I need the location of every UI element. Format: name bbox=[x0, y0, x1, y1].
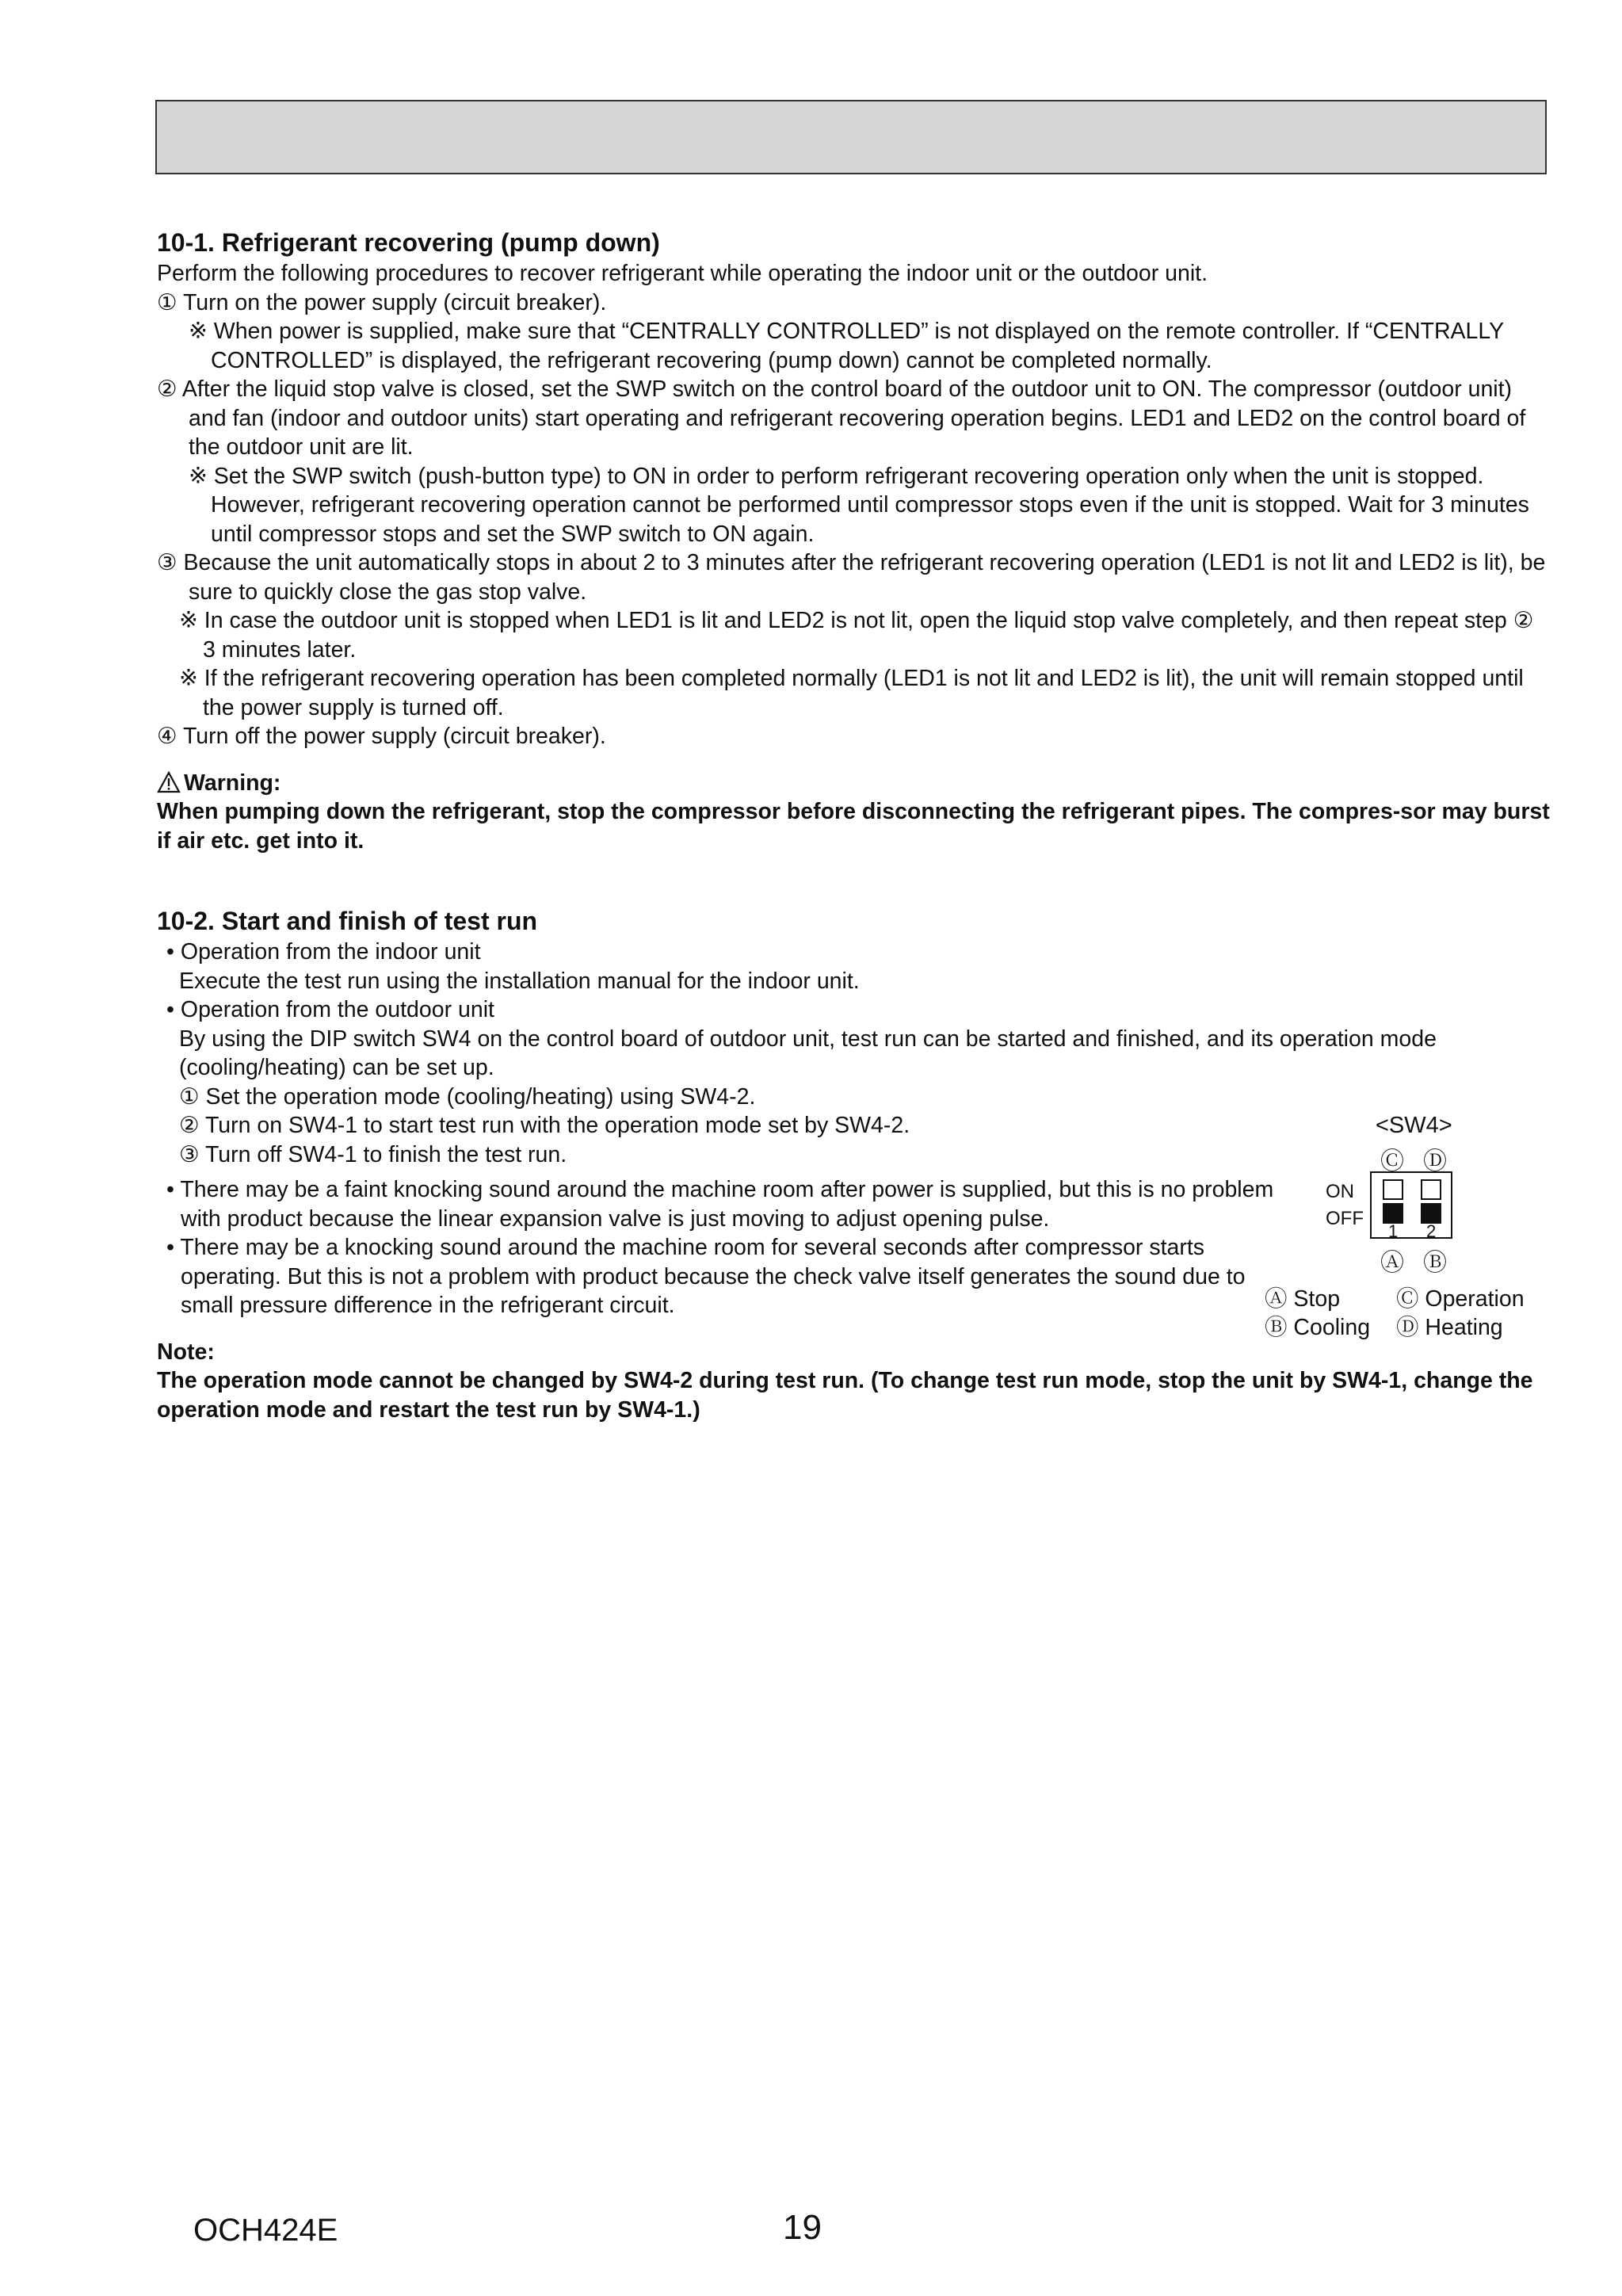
page-content bbox=[157, 226, 1551, 1424]
sw4-number-1: 1 bbox=[1388, 1221, 1399, 1241]
section-title-10-2: 10-2. Start and finish of test run bbox=[157, 907, 538, 935]
bullet-outdoor-text: By using the DIP switch SW4 on the control board of outdoor unit, test run can be started and finished, and its operation mode (cooling/heating) can be set up. bbox=[179, 1026, 1437, 1080]
warning-icon bbox=[157, 771, 181, 793]
warning-text: When pumping down the refrigerant, stop the compressor before disconnecting the refrigerant pipes. The compres-sor may burst if air etc. get into it. bbox=[157, 799, 1550, 854]
sw4-label-b: Ⓑ bbox=[1423, 1250, 1447, 1276]
note-1: ※ When power is supplied, make sure that “CENTRALLY CONTROLLED” is not displayed on the remote controller. If “CENTRALLY CONTROLLED” is displayed, the refrigerant recovering (pump down) cannot be completed normally. bbox=[189, 319, 1504, 373]
test-run-steps bbox=[157, 1083, 1551, 1170]
sw4-1-on-slot bbox=[1383, 1179, 1403, 1200]
bullet-indoor: • Operation from the indoor unit bbox=[166, 939, 481, 965]
sw4-label-d: Ⓓ bbox=[1423, 1148, 1447, 1175]
section-title-10-1: 10-1. Refrigerant recovering (pump down) bbox=[157, 228, 660, 257]
sw4-on-label: ON bbox=[1326, 1181, 1354, 1202]
intro-text: Perform the following procedures to recover refrigerant while operating the indoor unit or the outdoor unit. bbox=[157, 261, 1208, 286]
legend-cooling: Ⓑ Cooling bbox=[1265, 1315, 1371, 1340]
test-step-1: ① Set the operation mode (cooling/heating) using SW4-2. bbox=[179, 1083, 756, 1110]
bullet-knock-1: • There may be a faint knocking sound around the machine room after power is supplied, but this is no problem with product because the linear expansion valve is just moving to adjust opening pulse. bbox=[166, 1177, 1274, 1232]
step-4: ④ Turn off the power supply (circuit breaker). bbox=[157, 724, 606, 749]
note-2: ※ Set the SWP switch (push-button type) to ON in order to perform refrigerant recovering operation only when the unit is stopped. However, refrigerant recovering operation cannot be performed until compressor stops even if the unit is stopped. Wait for 3 minutes until compressor stops and set the SWP switch to ON again. bbox=[189, 463, 1529, 547]
legend-stop: Ⓐ Stop bbox=[1265, 1286, 1341, 1312]
sw4-off-label: OFF bbox=[1326, 1208, 1364, 1229]
legend-operation: Ⓒ Operation bbox=[1396, 1286, 1525, 1312]
bullet-indoor-text: Execute the test run using the installation manual for the indoor unit. bbox=[179, 968, 860, 994]
note-text: The operation mode cannot be changed by SW4-2 during test run. (To change test run mode, stop the unit by SW4-1, change the operation mode and restart the test run by SW4-1.) bbox=[157, 1368, 1533, 1423]
doc-code: OCH424E bbox=[193, 2213, 338, 2248]
sw4-2-on-slot bbox=[1421, 1179, 1441, 1200]
step-1: ① Turn on the power supply (circuit breaker). bbox=[157, 289, 607, 315]
test-step-3: ③ Turn off SW4-1 to finish the test run. bbox=[179, 1141, 567, 1167]
note-3a: ※ In case the outdoor unit is stopped when LED1 is lit and LED2 is not lit, open the liquid stop valve completely, and then repeat step ② 3 minutes later. bbox=[179, 608, 1534, 663]
sw4-label-c: Ⓒ bbox=[1380, 1148, 1404, 1175]
test-step-2: ② Turn on SW4-1 to start test run with the operation mode set by SW4-2. bbox=[179, 1113, 910, 1138]
warning-heading bbox=[157, 769, 1551, 798]
note-label: Note: bbox=[157, 1339, 215, 1365]
step-3: ③ Because the unit automatically stops in about 2 to 3 minutes after the refrigerant recovering operation (LED1 is not lit and LED2 is lit), be sure to quickly close the gas stop valve. bbox=[157, 550, 1546, 605]
bullet-knock-2: • There may be a knocking sound around the machine room for several seconds after compressor starts operating. But this is not a problem with product because the check valve itself generates the sound due to small pressure difference in the refrigerant circuit. bbox=[166, 1235, 1246, 1318]
step-2: ② After the liquid stop valve is closed, set the SWP switch on the control board of the outdoor unit to ON. The compressor (outdoor unit) and fan (indoor and outdoor units) start operating and refrigerant recovering operation begins. LED1 and LED2 on the control board of the outdoor unit are lit. bbox=[157, 376, 1526, 460]
sw4-title: <SW4> bbox=[1376, 1113, 1452, 1138]
note-3b: ※ If the refrigerant recovering operation has been completed normally (LED1 is not lit and LED2 is lit), the unit will remain stopped until the power supply is turned off. bbox=[179, 666, 1524, 720]
warning-label: Warning: bbox=[184, 770, 281, 796]
legend-heating: Ⓓ Heating bbox=[1396, 1315, 1503, 1340]
sw4-number-2: 2 bbox=[1426, 1221, 1437, 1241]
header-bar bbox=[155, 100, 1547, 174]
sw4-label-a: Ⓐ bbox=[1380, 1250, 1404, 1276]
bullet-outdoor: • Operation from the outdoor unit bbox=[166, 997, 494, 1022]
page-number: 19 bbox=[783, 2208, 822, 2247]
